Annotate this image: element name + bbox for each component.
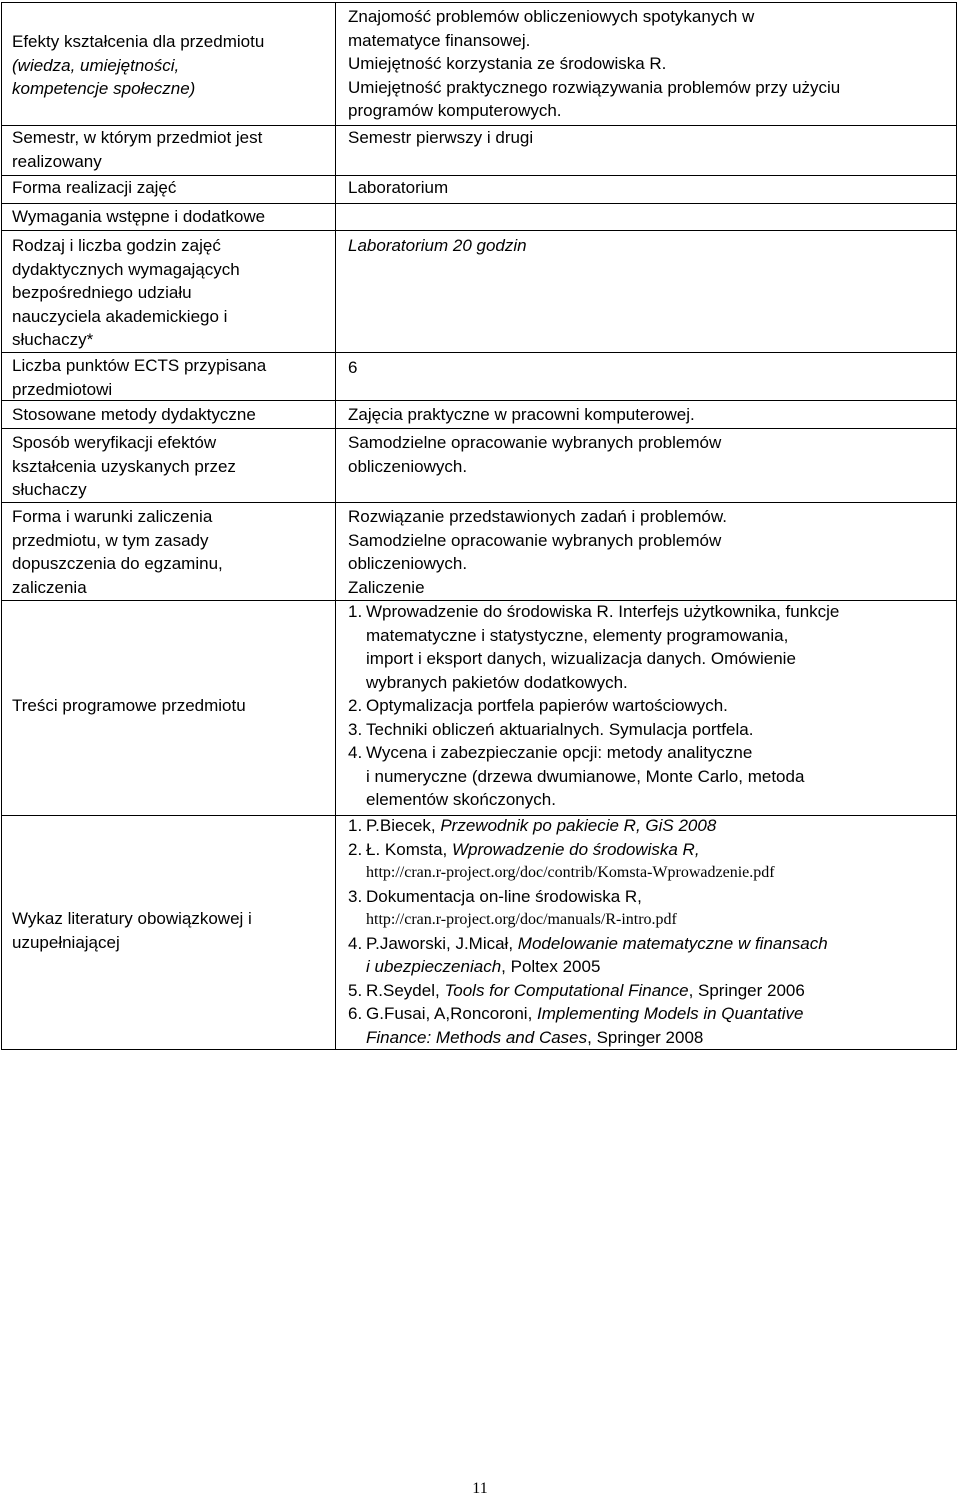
item-text: Optymalizacja portfela papierów wartościowych.	[366, 696, 728, 715]
content-list-item	[348, 741, 954, 812]
item-text: Techniki obliczeń aktuarialnych. Symulacja portfela.	[366, 719, 754, 739]
row-divider	[2, 352, 956, 353]
row-label-methods	[12, 403, 330, 427]
content-list-item	[348, 694, 954, 718]
row-label-completion	[12, 505, 330, 599]
ref-number: 4.	[348, 933, 363, 953]
label-text: Wymagania wstępne i dodatkowe	[12, 207, 266, 226]
row-label-content	[12, 694, 330, 718]
label-text: Liczba punktów ECTS przypisana przedmiotowi	[12, 356, 267, 399]
literature-item	[348, 1002, 954, 1049]
row-value-semester	[348, 126, 954, 150]
ref-title-continuation: Finance: Methods and Cases	[366, 1027, 588, 1047]
ref-title: Tools for Computational Finance	[444, 980, 689, 1000]
row-label-semester	[12, 126, 330, 173]
ref-number: 2.	[348, 839, 363, 859]
item-number: 3.	[348, 719, 363, 739]
row-value-learning-outcomes	[348, 5, 954, 123]
value-text: Semestr pierwszy i drugi	[348, 128, 534, 147]
row-label-requirements	[12, 205, 330, 229]
ref-author: G.Fusai, A,Roncoroni,	[366, 1004, 538, 1023]
label-italic-text: (wiedza, umiejętności, kompetencje społeczne)	[12, 55, 196, 98]
row-value-content	[348, 600, 954, 812]
label-text: Forma i warunki zaliczenia przedmiotu, w tym zasady dopuszczenia do egzaminu, zaliczenia	[12, 507, 223, 597]
ref-title: Wprowadzenie do środowiska R,	[451, 839, 700, 859]
label-text: Wykaz literatury obowiązkowej i uzupełniającej	[12, 909, 252, 952]
label-text: Forma realizacji zajęć	[12, 178, 177, 197]
row-label-learning-outcomes	[12, 30, 330, 101]
label-text: Semestr, w którym przedmiot jest realizowany	[12, 128, 263, 171]
ref-publisher: , Springer 2008	[587, 1027, 704, 1047]
row-value-hours	[348, 234, 954, 258]
label-text: Rodzaj i liczba godzin zajęć dydaktycznych wymagających bezpośredniego udziału nauczyciela akademickiego i słuchaczy*	[12, 236, 240, 349]
row-value-literature	[348, 814, 954, 1049]
value-text: Rozwiązanie przedstawionych zadań i problemów. Samodzielne opracowanie wybranych problemów obliczeniowych. Zaliczenie	[348, 507, 727, 597]
item-number: 4.	[348, 743, 363, 762]
ref-title-continuation: i ubezpieczeniach	[366, 957, 502, 976]
ref-title: Przewodnik po pakiecie R, GiS 2008	[440, 816, 717, 835]
row-value-methods	[348, 403, 954, 427]
item-text: Wycena i zabezpieczanie opcji: metody analityczne	[366, 743, 753, 762]
ref-number: 5.	[348, 980, 363, 1000]
value-text: 6	[348, 358, 358, 377]
column-divider	[335, 3, 336, 1049]
literature-item	[348, 885, 954, 932]
item-number: 1.	[348, 602, 363, 621]
literature-item	[348, 979, 954, 1003]
row-value-completion	[348, 505, 954, 599]
content-list	[348, 600, 954, 812]
label-text: Efekty kształcenia dla przedmiotu	[12, 32, 265, 51]
value-text: Laboratorium 20 godzin	[348, 236, 527, 255]
value-text: Zajęcia praktyczne w pracowni komputerowej.	[348, 405, 695, 424]
row-divider	[2, 230, 956, 231]
ref-number: 1.	[348, 816, 363, 835]
value-text: Samodzielne opracowanie wybranych problemów obliczeniowych.	[348, 433, 722, 476]
row-label-literature	[12, 907, 330, 954]
ref-author: P.Biecek,	[366, 816, 441, 835]
item-continuation: matematyczne i statystyczne, elementy programowania, import i eksport danych, wizualizacja danych. Omówienie wybranych pakietów dodatkowych.	[366, 625, 796, 692]
literature-item	[348, 838, 954, 885]
row-label-form	[12, 176, 330, 200]
literature-list	[348, 814, 954, 1049]
row-divider	[2, 428, 956, 429]
ref-number: 6.	[348, 1004, 363, 1023]
label-text: Sposób weryfikacji efektów kształcenia uzyskanych przez słuchaczy	[12, 433, 236, 499]
ref-title: Implementing Models in Quantative	[537, 1004, 804, 1023]
row-value-verification	[348, 431, 954, 478]
label-text: Stosowane metody dydaktyczne	[12, 405, 256, 424]
row-label-ects	[12, 354, 330, 401]
ref-author: R.Seydel,	[366, 980, 445, 1000]
row-divider	[2, 502, 956, 503]
content-list-item	[348, 600, 954, 694]
literature-item	[348, 932, 954, 979]
content-list-item	[348, 718, 954, 742]
row-value-ects	[348, 356, 954, 380]
ref-publisher: , Springer 2006	[688, 980, 805, 1000]
ref-url-link[interactable]: http://cran.r-project.org/doc/manuals/R-intro.pdf	[366, 911, 677, 928]
ref-url-link[interactable]: http://cran.r-project.org/doc/contrib/Komsta-Wprowadzenie.pdf	[366, 864, 775, 881]
ref-author: Ł. Komsta,	[366, 839, 452, 859]
course-table	[1, 2, 957, 1050]
label-text: Treści programowe przedmiotu	[12, 696, 246, 715]
ref-author: P.Jaworski, J.Micał,	[366, 933, 518, 953]
ref-number: 3.	[348, 886, 363, 906]
ref-publisher: , Poltex 2005	[501, 957, 601, 976]
item-number: 2.	[348, 696, 363, 715]
row-divider	[2, 203, 956, 204]
row-label-hours	[12, 234, 330, 352]
item-continuation: i numeryczne (drzewa dwumianowe, Monte Carlo, metoda elementów skończonych.	[366, 766, 805, 809]
item-text: Wprowadzenie do środowiska R. Interfejs użytkownika, funkcje	[366, 602, 840, 621]
literature-item	[348, 814, 954, 838]
ref-title: Modelowanie matematyczne w finansach	[517, 933, 828, 953]
row-value-form	[348, 176, 954, 200]
row-label-verification	[12, 431, 330, 502]
ref-author: Dokumentacja on-line środowiska R,	[366, 886, 642, 906]
value-text: Znajomość problemów obliczeniowych spotykanych w matematyce finansowej. Umiejętność korzystania ze środowiska R. Umiejętność praktycznego rozwiązywania problemów przy użyciu programów komputerowych.	[348, 7, 841, 120]
value-text: Laboratorium	[348, 178, 449, 197]
page-number: 11	[472, 1480, 488, 1497]
